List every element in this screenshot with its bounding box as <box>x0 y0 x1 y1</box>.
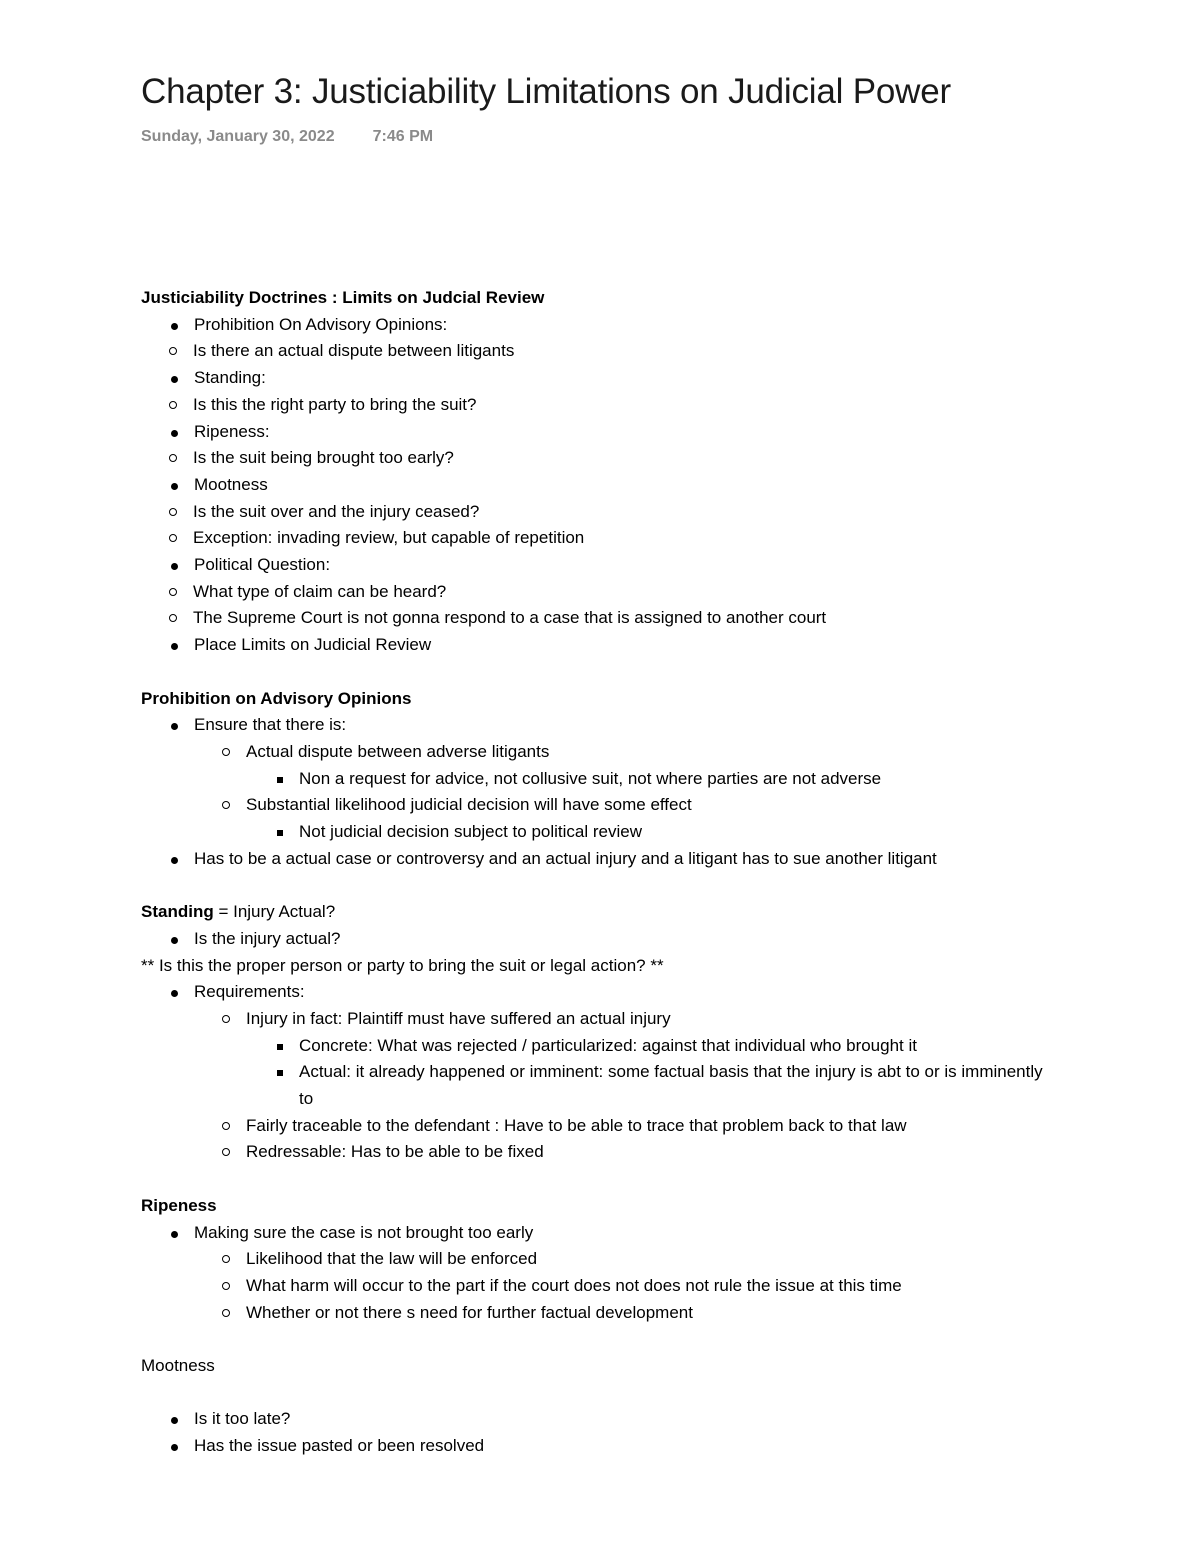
list-item: What type of claim can be heard? <box>88 579 1141 606</box>
list-item: Political Question: <box>141 552 1141 579</box>
sub-list <box>88 338 1141 365</box>
list-item: The Supreme Court is not gonna respond to a case that is assigned to another court <box>88 605 1141 632</box>
section-heading-doctrines: Justiciability Doctrines : Limits on Judcial Review <box>141 288 545 307</box>
list-item: Is this the right party to bring the suit? <box>88 392 1141 419</box>
sub-list <box>88 579 1141 632</box>
list-item: Making sure the case is not brought too early <box>141 1220 1141 1247</box>
mootness-list <box>141 1406 1141 1459</box>
list-item: Substantial likelihood judicial decision will have some effect <box>141 792 1141 819</box>
list-item: Is there an actual dispute between litigants <box>88 338 1141 365</box>
section-heading-ripeness: Ripeness <box>141 1195 217 1215</box>
ripeness-list <box>141 1220 1141 1247</box>
list-item: Actual dispute between adverse litigants <box>141 739 1141 766</box>
sub-sub-list <box>141 1033 1141 1113</box>
sub-list <box>88 499 1141 552</box>
section-heading-mootness: Mootness <box>141 1356 215 1376</box>
page-time: 7:46 PM <box>372 128 434 145</box>
list-item: Whether or not there s need for further factual development <box>141 1300 1141 1327</box>
advisory-list <box>141 846 1141 873</box>
sub-list <box>141 1006 1141 1033</box>
list-item: Injury in fact: Plaintiff must have suffered an actual injury <box>141 1006 1141 1033</box>
section-heading-advisory: Prohibition on Advisory Opinions <box>141 688 412 708</box>
sub-list <box>141 1246 1141 1326</box>
list-item: Is the injury actual? <box>141 926 1141 953</box>
list-item: Fairly traceable to the defendant : Have to be able to trace that problem back to that law <box>141 1113 1141 1140</box>
advisory-list <box>141 712 1141 739</box>
sub-list <box>141 792 1141 819</box>
list-item: Likelihood that the law will be enforced <box>141 1246 1141 1273</box>
sub-sub-list <box>141 766 1141 793</box>
list-item: Mootness <box>141 472 1141 499</box>
list-item: Is the suit being brought too early? <box>88 445 1141 472</box>
section-heading-standing: Standing = Injury Actual? <box>141 902 336 922</box>
list-item: Ripeness: <box>141 419 1141 446</box>
list-item: Standing: <box>141 365 1141 392</box>
page-date: Sunday, January 30, 2022 <box>141 128 335 145</box>
page-timestamp <box>141 128 433 146</box>
list-item: Ensure that there is: <box>141 712 1141 739</box>
standing-note: ** Is this the proper person or party to bring the suit or legal action? ** <box>141 955 664 975</box>
list-item: What harm will occur to the part if the court does not does not rule the issue at this time <box>141 1273 1141 1300</box>
sub-list <box>141 739 1141 766</box>
list-item: Non a request for advice, not collusive suit, not where parties are not adverse <box>141 766 1141 793</box>
list-item: Is the suit over and the injury ceased? <box>88 499 1141 526</box>
list-item: Redressable: Has to be able to be fixed <box>141 1139 1141 1166</box>
list-item: Actual: it already happened or imminent: some factual basis that the injury is abt to or is imminently to <box>141 1059 1059 1112</box>
list-item: Requirements: <box>141 979 1141 1006</box>
list-item: Has the issue pasted or been resolved <box>141 1433 1141 1460</box>
sub-list <box>88 392 1141 419</box>
list-item: Not judicial decision subject to political review <box>141 819 1141 846</box>
page-title: Chapter 3: Justiciability Limitations on Judicial Power <box>141 72 951 111</box>
list-item: Prohibition On Advisory Opinions: <box>141 312 1141 339</box>
standing-list <box>141 926 1141 953</box>
sub-list <box>88 445 1141 472</box>
list-item: Is it too late? <box>141 1406 1141 1433</box>
list-item: Has to be a actual case or controversy and an actual injury and a litigant has to sue another litigant <box>141 846 1141 873</box>
sub-list <box>141 1113 1141 1166</box>
standing-list <box>141 979 1141 1006</box>
doctrines-list <box>141 312 1141 659</box>
list-item: Exception: invading review, but capable of repetition <box>88 525 1141 552</box>
list-item: Concrete: What was rejected / particularized: against that individual who brought it <box>141 1033 1141 1060</box>
note-content <box>141 285 1141 1460</box>
sub-sub-list <box>141 819 1141 846</box>
list-item: Place Limits on Judicial Review <box>141 632 1141 659</box>
